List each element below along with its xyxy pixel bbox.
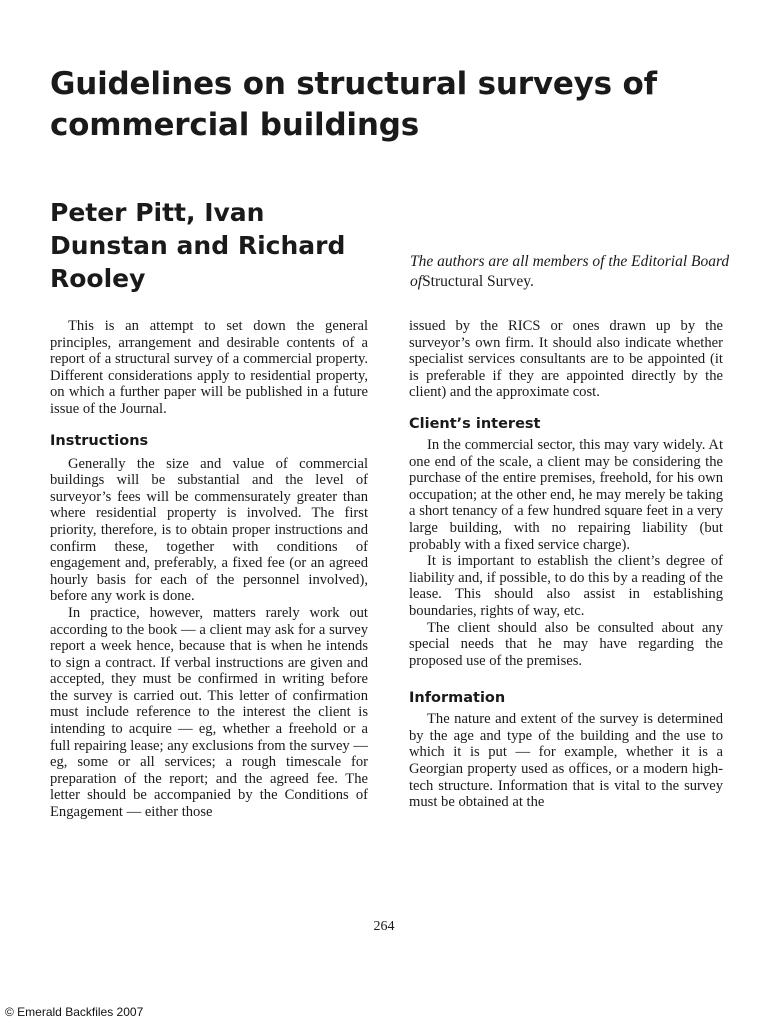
journal-name: Structural Survey. xyxy=(422,273,534,290)
body-paragraph: The nature and extent of the survey is determined by the age and type of the building and the use to which it is put — for example, whether it is a Georgian property used as offices, or a modern high-tech structure. Information that is vital to the survey must be obtained at the xyxy=(409,711,723,811)
author-affiliation xyxy=(410,252,740,292)
left-column xyxy=(50,318,368,821)
article-authors: Peter Pitt, Ivan Dunstan and Richard Rooley xyxy=(50,198,346,293)
section-heading-instructions: Instructions xyxy=(50,432,149,449)
right-column xyxy=(409,318,723,811)
copyright-footer: © Emerald Backfiles 2007 xyxy=(5,1005,144,1019)
continued-paragraph: issued by the RICS or ones drawn up by the surveyor’s own firm. It should also indicate whether specialist services consultants are to be appointed (it is preferable if they are appointed directly by the client) and the approximate cost. xyxy=(409,318,723,401)
affiliation-text: The authors are all members of the Editorial Board of xyxy=(410,253,730,290)
section-heading-information: Information xyxy=(409,690,506,707)
body-paragraph: The client should also be consulted about any special needs that he may have regarding the proposed use of the premises. xyxy=(409,619,723,669)
body-paragraph: In the commercial sector, this may vary widely. At one end of the scale, a client may be considering the purchase of the entire premises, freehold, for his own occupation; at the other end, he may merely be taking a short tenancy of a few hundred square feet in a very large building, with no repairing liability (but probably with a fixed service charge). xyxy=(409,436,723,553)
body-paragraph: In practice, however, matters rarely work out according to the book — a client may ask for a survey report a week hence, because that is when he intends to sign a contract. If verbal instructions are given and accepted, they must be confirmed in writing before the survey is carried out. This letter of confirmation must include reference to the interest the client is intending to acquire — eg, whether a freehold or a full repairing lease; any exclusions from the survey — eg, some or all services; a rough timescale for preparation of the report; and the agreed fee. The letter should be accompanied by the Conditions of Engagement — either those xyxy=(50,604,368,821)
intro-paragraph: This is an attempt to set down the general principles, arrangement and desirable contents of a report of a structural survey of a commercial property. Different considerations apply to residential property, on which a further paper will be published in a future issue of the Journal. xyxy=(50,318,368,417)
article-title: Guidelines on structural surveys of commercial buildings xyxy=(50,66,657,143)
body-paragraph: Generally the size and value of commercial buildings will be substantial and the level of surveyor’s fees will be commensurately greater than where residential property is involved. The first priority, therefore, is to obtain proper instructions and confirm these, together with conditions of engagement and, preferably, a fixed fee (or an agreed hourly basis for each of the personnel involved), before any work is done. xyxy=(50,455,368,605)
body-paragraph: It is important to establish the client’s degree of liability and, if possible, to do this by a reading of the lease. This should also assist in establishing boundaries, rights of way, etc. xyxy=(409,553,723,619)
page-number: 264 xyxy=(373,919,395,934)
section-heading-clients-interest: Client’s interest xyxy=(409,415,541,432)
